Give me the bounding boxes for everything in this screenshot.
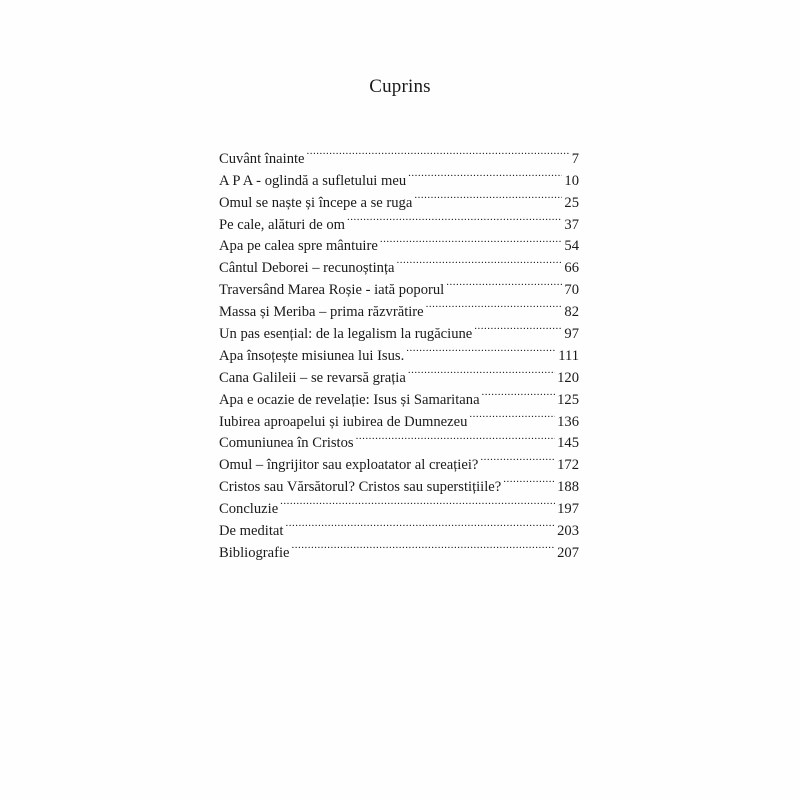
- toc-entry-page-number: 10: [564, 172, 579, 189]
- toc-entry-page-number: 136: [557, 413, 579, 430]
- toc-dot-leader: [356, 426, 556, 448]
- toc-entry-label: Bibliografie: [219, 544, 290, 561]
- toc-dot-leader: [280, 491, 555, 513]
- toc-dot-leader: [426, 294, 563, 316]
- toc-entry-page-number: 37: [564, 216, 579, 233]
- toc-dot-leader: [480, 447, 555, 469]
- toc-dot-leader: [406, 338, 556, 360]
- toc-entry-label: Cana Galileii – se revarsă grația: [219, 369, 406, 386]
- toc-dot-leader: [292, 535, 556, 557]
- toc-entry-page-number: 7: [571, 150, 579, 167]
- table-of-contents: [219, 141, 579, 561]
- toc-entry-label: Comuniunea în Cristos: [219, 435, 354, 452]
- toc-entry-page-number: 25: [564, 194, 579, 211]
- toc-entry-label: Cuvânt înainte: [219, 150, 305, 167]
- toc-dot-leader: [474, 316, 562, 338]
- toc-dot-leader: [469, 404, 555, 426]
- toc-dot-leader: [380, 229, 563, 251]
- toc-entry-page-number: 70: [564, 282, 579, 299]
- toc-entry-label: Apa e ocazie de revelație: Isus și Samaritana: [219, 391, 480, 408]
- toc-entry-page-number: 111: [558, 347, 579, 364]
- toc-entry-page-number: 145: [557, 435, 579, 452]
- toc-entry-label: Massa și Meriba – prima răzvrătire: [219, 304, 424, 321]
- toc-entry-page-number: 207: [557, 544, 579, 561]
- toc-entry-label: Un pas esențial: de la legalism la rugăciune: [219, 326, 473, 343]
- toc-entry-label: De meditat: [219, 523, 284, 540]
- toc-entry-label: Pe cale, alături de om: [219, 216, 346, 233]
- toc-entry-page-number: 197: [557, 501, 579, 518]
- toc-entry-label: Apa însoțește misiunea lui Isus.: [219, 347, 405, 364]
- toc-entry-label: Cântul Deborei – recunoștința: [219, 260, 395, 277]
- toc-entry-page-number: 82: [564, 304, 579, 321]
- toc-entry-page-number: 97: [564, 326, 579, 343]
- toc-entry-page-number: 172: [557, 457, 579, 474]
- toc-dot-leader: [414, 185, 562, 207]
- toc-entry-label: Traversând Marea Roșie - iată poporul: [219, 282, 445, 299]
- toc-entry-label: Omul – îngrijitor sau exploatator al creației?: [219, 457, 479, 474]
- toc-dot-leader: [396, 250, 562, 272]
- page-title: Cuprins: [369, 76, 431, 97]
- toc-dot-leader: [347, 207, 562, 229]
- toc-entry: [219, 141, 579, 167]
- toc-dot-leader: [408, 163, 562, 185]
- toc-entry-label: Cristos sau Vărsătorul? Cristos sau superstițiile?: [219, 479, 502, 496]
- toc-entry-label: Omul se naște și începe a se ruga: [219, 194, 413, 211]
- toc-entry-label: A P A - oglindă a sufletului meu: [219, 172, 407, 189]
- toc-dot-leader: [408, 360, 555, 382]
- toc-entry-label: Iubirea aproapelui și iubirea de Dumnezeu: [219, 413, 468, 430]
- toc-entry-page-number: 54: [564, 238, 579, 255]
- toc-dot-leader: [285, 513, 555, 535]
- toc-entry-page-number: 188: [557, 479, 579, 496]
- toc-dot-leader: [307, 141, 570, 163]
- toc-dot-leader: [503, 469, 555, 491]
- toc-entry-label: Apa pe calea spre mântuire: [219, 238, 378, 255]
- toc-entry-page-number: 66: [564, 260, 579, 277]
- toc-dot-leader: [446, 272, 562, 294]
- toc-dot-leader: [482, 382, 556, 404]
- toc-entry-page-number: 203: [557, 523, 579, 540]
- toc-entry-page-number: 120: [557, 369, 579, 386]
- toc-entry-label: Concluzie: [219, 501, 279, 518]
- toc-entry-page-number: 125: [557, 391, 579, 408]
